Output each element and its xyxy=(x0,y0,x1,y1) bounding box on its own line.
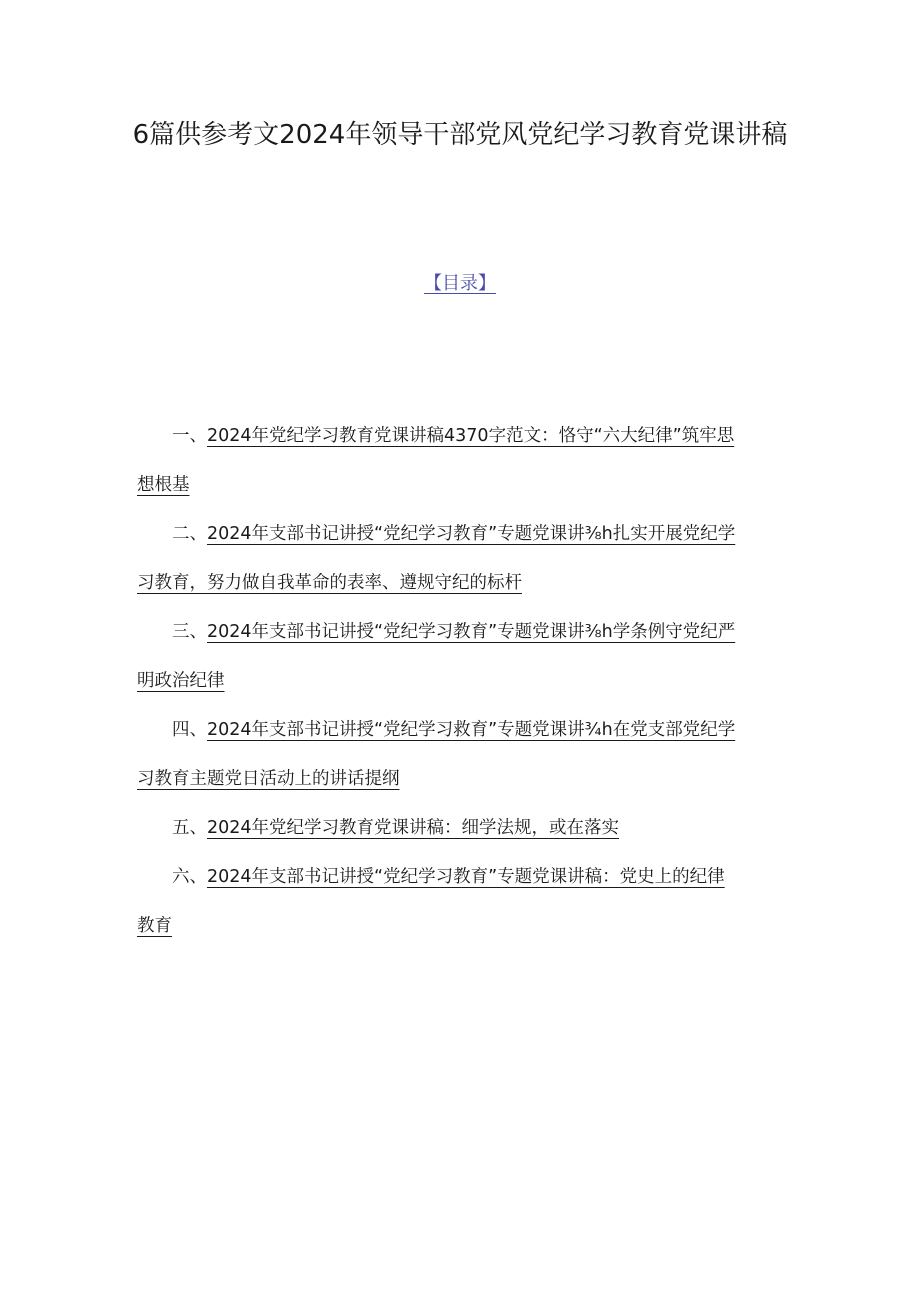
toc-item-index: 四、 xyxy=(172,720,207,740)
toc-item-1 xyxy=(137,412,737,510)
toc-link-3[interactable]: 2024年支部书记讲授“党纪学习教育”专题党课讲⅜h学条例守党纪严明政治纪律 xyxy=(137,622,736,691)
toc-heading[interactable] xyxy=(0,270,920,298)
toc-item-index: 五、 xyxy=(172,818,207,838)
toc-item-2 xyxy=(137,510,737,608)
toc-item-3 xyxy=(137,608,737,706)
toc-item-6 xyxy=(137,853,737,951)
toc-link-1[interactable]: 2024年党纪学习教育党课讲稿4370字范文：恪守“六大纪律”筑牢思想根基 xyxy=(137,426,735,495)
document-title: 6篇供参考文2024年领导干部党风党纪学习教育党课讲稿 xyxy=(132,120,788,150)
toc-item-index: 一、 xyxy=(172,426,207,446)
table-of-contents xyxy=(137,412,737,951)
toc-item-4 xyxy=(137,706,737,804)
toc-item-index: 六、 xyxy=(172,867,207,887)
toc-link-6[interactable]: 2024年支部书记讲授“党纪学习教育”专题党课讲稿：党史上的纪律教育 xyxy=(137,867,725,936)
toc-item-index: 二、 xyxy=(172,524,207,544)
toc-link-2[interactable]: 2024年支部书记讲授“党纪学习教育”专题党课讲⅜h扎实开展党纪学习教育，努力做自我革命的表率、遵规守纪的标杆 xyxy=(137,524,736,593)
toc-link-4[interactable]: 2024年支部书记讲授“党纪学习救育”专题党课讲¾h在党支部党纪学习教育主题党日活动上的讲话提纲 xyxy=(137,720,736,789)
toc-item-5 xyxy=(137,804,737,853)
toc-link-5[interactable]: 2024年党纪学习教育党课讲稿：细学法规，或在落实 xyxy=(207,818,620,838)
toc-item-index: 三、 xyxy=(172,622,207,642)
toc-heading-link[interactable]: 【目录】 xyxy=(424,273,496,294)
